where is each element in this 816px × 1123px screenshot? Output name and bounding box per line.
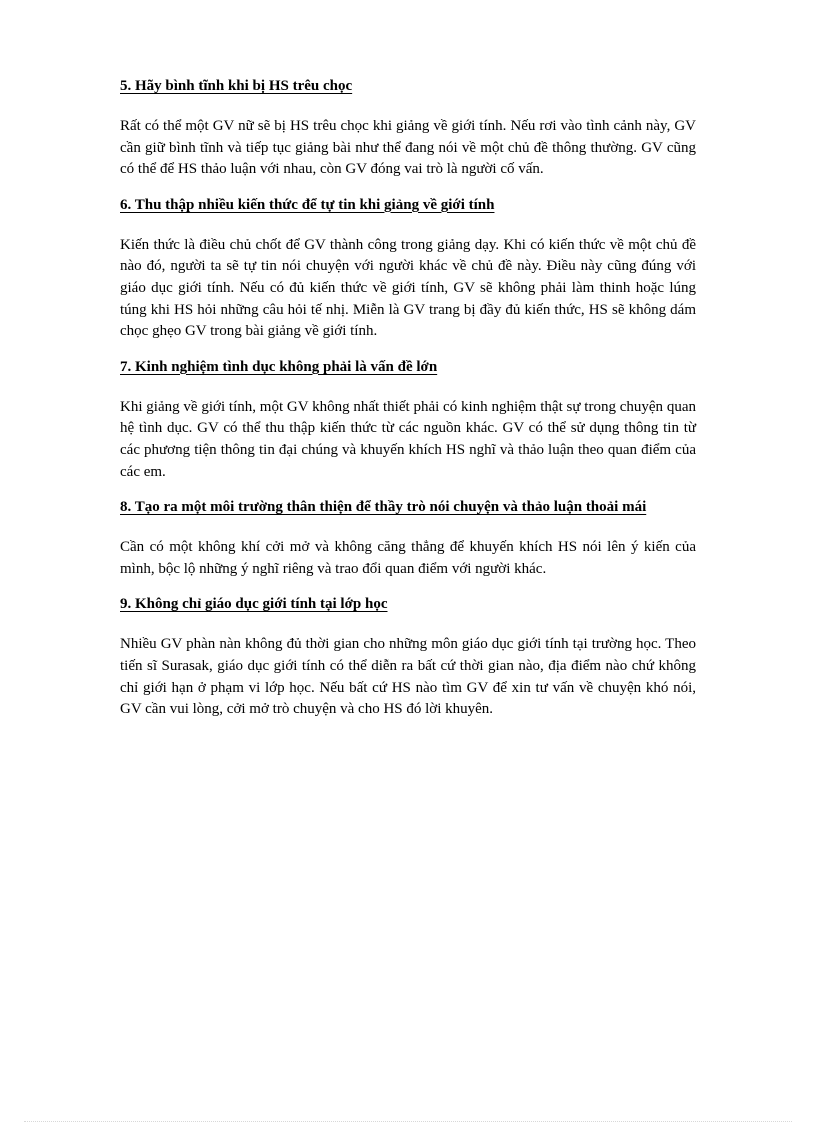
section-8 xyxy=(120,497,696,580)
section-paragraph: Cần có một không khí cởi mở và không căng thẳng để khuyến khích HS nói lên ý kiến của mình, bộc lộ những ý nghĩ riêng và trao đổi quan điểm với người khác. xyxy=(120,539,696,577)
section-5 xyxy=(120,76,696,181)
section-heading: 6. Thu thập nhiều kiến thức để tự tin khi giảng về giới tính xyxy=(120,196,495,213)
section-paragraph: Kiến thức là điều chủ chốt để GV thành công trong giảng dạy. Khi có kiến thức về một chủ đề nào đó, người ta sẽ tự tin nói chuyện với người khác về chủ đề này. Điều này cũng đúng với giáo dục giới tính. Nếu có đủ kiến thức về giới tính, GV sẽ không phải làm thinh hoặc lúng túng khi HS hỏi những câu hỏi tế nhị. Miễn là GV trang bị đầy đủ kiến thức, HS sẽ không dám chọc ghẹo GV trong bài giảng về giới tính. xyxy=(120,236,696,340)
section-9 xyxy=(120,594,696,720)
section-7 xyxy=(120,357,696,483)
section-paragraph: Rất có thể một GV nữ sẽ bị HS trêu chọc khi giảng về giới tính. Nếu rơi vào tình cảnh này, GV cần giữ bình tĩnh và tiếp tục giảng bài như thể đang nói về một chủ đề thông thường. GV cũng có thể để HS thảo luận với nhau, còn GV đóng vai trò là người cố vấn. xyxy=(120,118,696,178)
section-paragraph: Nhiều GV phàn nàn không đủ thời gian cho những môn giáo dục giới tính tại trường học. Theo tiến sĩ Surasak, giáo dục giới tính có thể diễn ra bất cứ thời gian nào, địa điểm nào chứ không chỉ giới hạn ở phạm vi lớp học. Nếu bất cứ HS nào tìm GV để xin tư vấn về chuyện khó nói, GV cần vui lòng, cởi mở trò chuyện và cho HS đó lời khuyên. xyxy=(120,636,696,718)
section-heading: 8. Tạo ra một môi trường thân thiện để thầy trò nói chuyện và thảo luận thoải mái xyxy=(120,499,647,516)
section-6 xyxy=(120,195,696,343)
section-heading: 9. Không chỉ giáo dục giới tính tại lớp học xyxy=(120,596,388,613)
section-paragraph: Khi giảng về giới tính, một GV không nhất thiết phải có kinh nghiệm thật sự trong chuyện quan hệ tình dục. GV có thể thu thập kiến thức từ các nguồn khác. GV có thể sử dụng thông tin từ các phương tiện thông tin đại chúng và khuyến khích HS nghĩ và thảo luận theo quan điểm của các em. xyxy=(120,398,696,480)
section-heading: 7. Kinh nghiệm tình dục không phải là vấn đề lớn xyxy=(120,358,438,375)
section-heading: 5. Hãy bình tĩnh khi bị HS trêu chọc xyxy=(120,78,353,94)
document-page xyxy=(120,76,696,735)
page-bottom-divider xyxy=(24,1121,792,1122)
